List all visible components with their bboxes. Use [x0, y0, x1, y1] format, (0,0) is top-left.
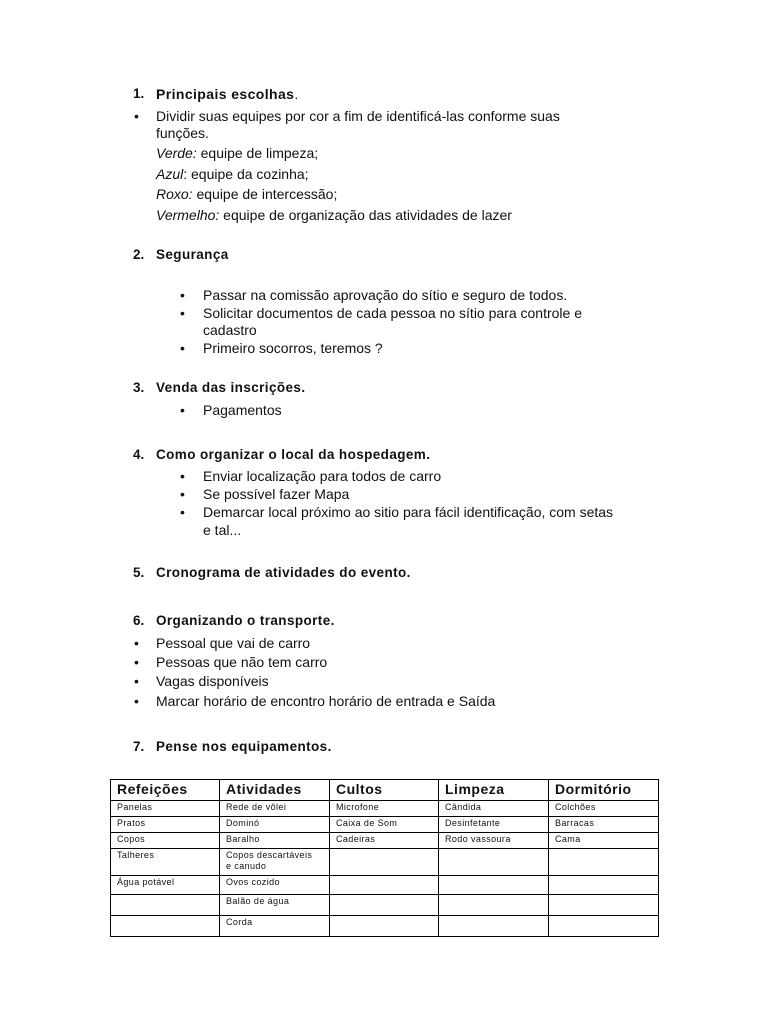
team-text: equipe de organização das atividades de lazer — [219, 207, 512, 223]
section-6-title: Organizando o transporte. — [156, 613, 335, 628]
section-5-title: Cronograma de atividades do evento. — [156, 565, 411, 580]
table-cell: Rede de vôlei — [220, 801, 330, 817]
table-row — [111, 817, 659, 833]
section-5-number: 5. — [133, 565, 145, 580]
table-row — [111, 895, 659, 916]
table-cell: Água potável — [111, 876, 220, 895]
section-2-item: Solicitar documentos de cada pessoa no sítio para controle e — [203, 305, 583, 321]
section-6-item: Pessoas que não tem carro — [156, 654, 328, 670]
section-1-bullet: Dividir suas equipes por cor a fim de identificá-las conforme suas — [156, 108, 560, 124]
section-4-title: Como organizar o local da hospedagem. — [156, 447, 431, 462]
section-1-title-period: . — [294, 86, 299, 102]
table-cell: Copos — [111, 833, 220, 849]
table-cell: Panelas — [111, 801, 220, 817]
section-2-number: 2. — [133, 247, 145, 262]
table-cell: Corda — [220, 916, 330, 937]
table-cell: Cama — [549, 833, 659, 849]
table-cell — [330, 876, 439, 895]
table-header-row — [111, 780, 659, 801]
section-4-item: Se possível fazer Mapa — [203, 486, 350, 502]
bullet-marker: • — [180, 305, 185, 321]
team-label: Azul — [156, 166, 184, 182]
table-cell — [549, 849, 659, 876]
table-cell — [439, 916, 549, 937]
bullet-marker: • — [134, 108, 139, 124]
header-refeicoes: Refeições — [111, 780, 220, 801]
team-text: : equipe da cozinha; — [183, 166, 309, 182]
section-6-number: 6. — [133, 613, 145, 628]
bullet-marker: • — [134, 635, 139, 651]
section-4-item: Enviar localização para todos de carro — [203, 468, 442, 484]
section-2-item-cont: cadastro — [203, 322, 257, 338]
section-4-item-cont: e tal... — [203, 522, 242, 538]
bullet-marker: • — [180, 340, 185, 356]
table-cell: Barracas — [549, 817, 659, 833]
section-1-title: Principais escolhas — [156, 86, 295, 102]
table-row — [111, 801, 659, 817]
table-cell — [549, 916, 659, 937]
table-row — [111, 849, 659, 876]
bullet-marker: • — [134, 673, 139, 689]
section-2-title: Segurança — [156, 247, 229, 262]
team-text: equipe de limpeza; — [196, 145, 319, 161]
bullet-marker: • — [180, 468, 185, 484]
table-cell — [330, 895, 439, 916]
table-row — [111, 833, 659, 849]
table-cell: Dominó — [220, 817, 330, 833]
table-cell — [549, 876, 659, 895]
section-4-number: 4. — [133, 447, 145, 462]
table-cell — [111, 916, 220, 937]
table-cell — [439, 895, 549, 916]
section-1-bullet-cont: funções. — [156, 125, 209, 141]
header-cultos: Cultos — [330, 780, 439, 801]
bullet-marker: • — [134, 654, 139, 670]
table-cell: Caixa de Som — [330, 817, 439, 833]
section-7-title: Pense nos equipamentos. — [156, 739, 332, 754]
bullet-marker: • — [180, 486, 185, 502]
table-row — [111, 876, 659, 895]
team-roxo — [156, 186, 337, 203]
section-3-item: Pagamentos — [203, 402, 282, 418]
header-dormitorio: Dormitório — [549, 780, 659, 801]
bullet-marker: • — [134, 693, 139, 709]
table-cell: Microfone — [330, 801, 439, 817]
table-cell: Colchões — [549, 801, 659, 817]
team-text: equipe de intercessão; — [192, 186, 338, 202]
team-azul — [156, 166, 309, 183]
table-cell — [330, 849, 439, 876]
section-3-number: 3. — [133, 380, 145, 395]
bullet-marker: • — [180, 504, 185, 520]
section-6-item: Pessoal que vai de carro — [156, 635, 311, 651]
table-cell — [549, 895, 659, 916]
table-cell — [330, 916, 439, 937]
table-cell: Rodo vassoura — [439, 833, 549, 849]
section-1-heading — [156, 86, 298, 103]
team-vermelho — [156, 207, 512, 224]
table-cell — [439, 849, 549, 876]
team-label: Verde: — [156, 145, 197, 161]
section-2-item: Passar na comissão aprovação do sítio e seguro de todos. — [203, 287, 568, 303]
cell-line: Copos descartáveis — [226, 850, 313, 860]
section-7-number: 7. — [133, 739, 145, 754]
table-cell — [111, 895, 220, 916]
cell-line: e canudo — [226, 861, 267, 871]
bullet-marker: • — [180, 287, 185, 303]
table-cell: Talheres — [111, 849, 220, 876]
header-atividades: Atividades — [220, 780, 330, 801]
table-cell: Desinfetante — [439, 817, 549, 833]
team-label: Roxo: — [156, 186, 193, 202]
team-verde — [156, 145, 318, 162]
section-3-title: Venda das inscrições. — [156, 380, 306, 395]
table-cell — [220, 849, 330, 876]
table-row — [111, 916, 659, 937]
table-cell: Balão de água — [220, 895, 330, 916]
table-cell — [439, 876, 549, 895]
team-label: Vermelho: — [156, 207, 220, 223]
table-cell: Ovos cozido — [220, 876, 330, 895]
section-6-item: Vagas disponíveis — [156, 673, 269, 689]
table-cell: Pratos — [111, 817, 220, 833]
table-cell: Baralho — [220, 833, 330, 849]
section-1-number: 1. — [133, 86, 145, 101]
table-cell: Cândida — [439, 801, 549, 817]
section-4-item: Demarcar local próximo ao sitio para fácil identificação, com setas — [203, 504, 614, 520]
section-6-item: Marcar horário de encontro horário de entrada e Saída — [156, 693, 496, 709]
section-2-item: Primeiro socorros, teremos ? — [203, 340, 383, 356]
header-limpeza: Limpeza — [439, 780, 549, 801]
bullet-marker: • — [180, 402, 185, 418]
equipment-table — [110, 779, 659, 937]
table-cell: Cadeiras — [330, 833, 439, 849]
